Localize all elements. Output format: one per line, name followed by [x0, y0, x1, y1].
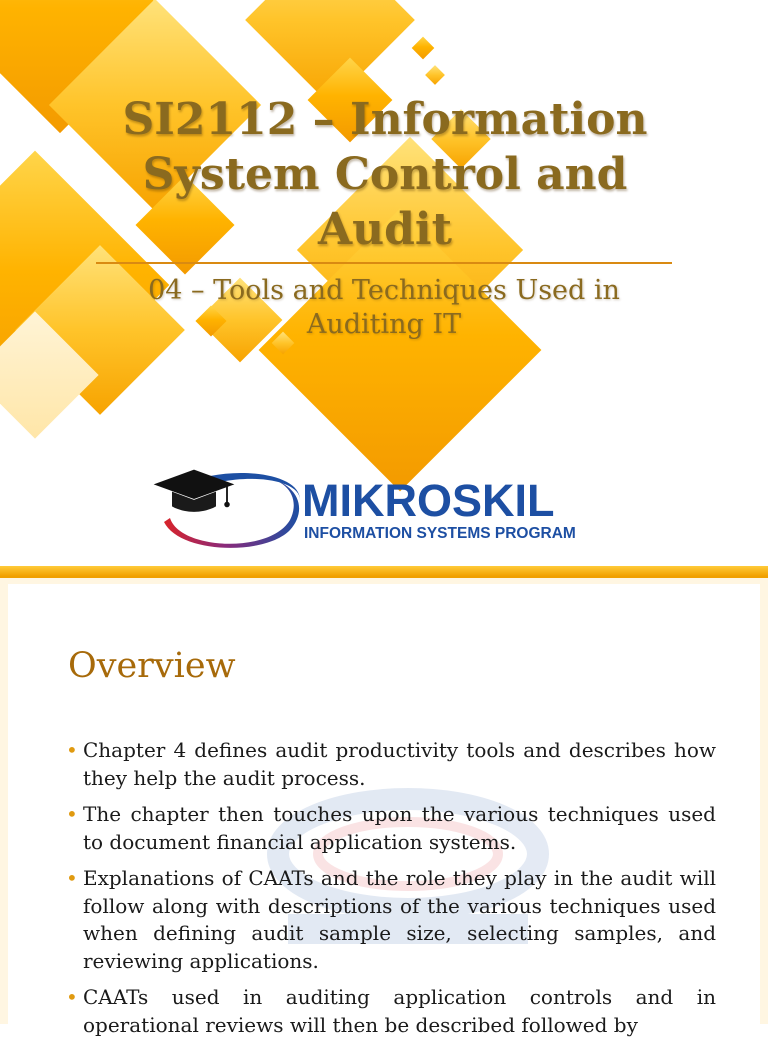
bullet-icon: • — [66, 866, 78, 890]
bullet-icon: • — [66, 738, 78, 762]
bullet-text: Chapter 4 defines audit productivity tools and describes how they help the audit process. — [83, 738, 716, 790]
slide-title: Overview — [68, 646, 236, 686]
logo-wordmark: MIKROSKIL — [302, 475, 555, 526]
slide-title: SI2112 – Information System Control and Audit — [122, 94, 648, 255]
bullet-icon: • — [66, 985, 78, 1009]
bullet-list — [66, 737, 716, 1048]
slide-body — [8, 584, 760, 1044]
bullet-text: The chapter then touches upon the various techniques used to document financial application systems. — [83, 802, 716, 854]
slide-subtitle: 04 – Tools and Techniques Used in Auditing IT — [148, 275, 620, 340]
bullet-icon: • — [66, 802, 78, 826]
mikroskil-logo — [148, 466, 608, 556]
bullet-text: CAATs used in auditing application controls and in operational reviews will then be described followed by — [83, 985, 716, 1037]
logo-tagline: INFORMATION SYSTEMS PROGRAM — [304, 525, 576, 542]
title-divider — [96, 262, 672, 264]
decor-diamond — [425, 65, 445, 85]
graduation-cap-icon — [148, 466, 240, 521]
bullet-text: Explanations of CAATs and the role they play in the audit will follow along with descriptions of the various techniques used when defining audit sample size, selecting samples, and reviewing applications. — [83, 866, 716, 973]
list-item — [66, 801, 716, 856]
list-item — [66, 865, 716, 975]
slide-border — [0, 566, 768, 576]
list-item — [66, 737, 716, 792]
decor-diamond — [412, 37, 435, 60]
list-item — [66, 984, 716, 1039]
overview-slide — [0, 578, 768, 1037]
